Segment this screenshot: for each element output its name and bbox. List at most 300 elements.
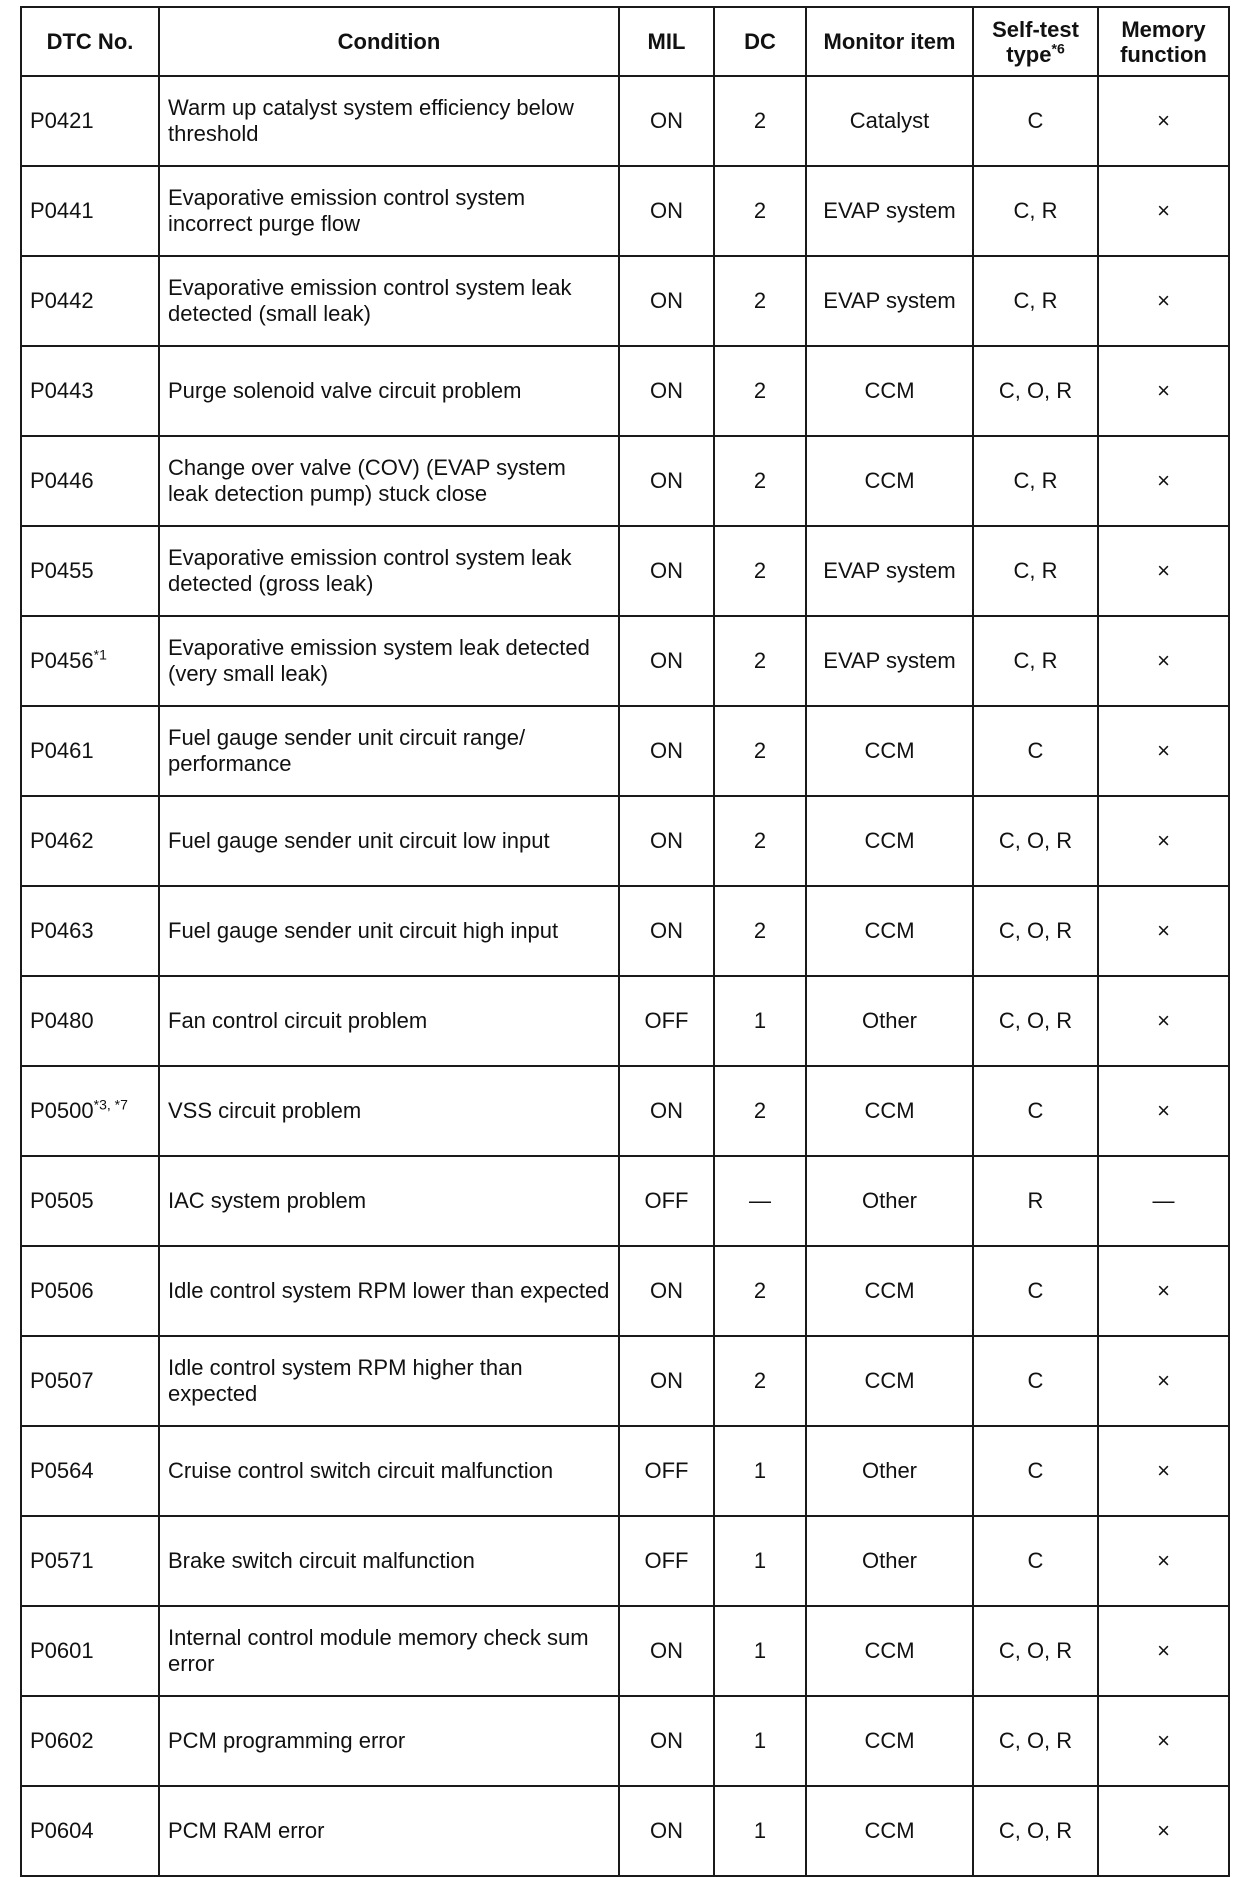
cell-mil-text: ON — [650, 108, 683, 133]
header-monitor-item: Monitor item — [806, 7, 973, 76]
cell-dtc-text: P0564 — [30, 1458, 94, 1483]
cell-mil-text: ON — [650, 648, 683, 673]
cell-mil — [619, 976, 714, 1066]
cell-monitor-item-text: CCM — [864, 1818, 915, 1843]
table-row — [21, 1066, 1229, 1156]
cell-monitor-item-text: Other — [861, 1188, 918, 1213]
cell-mil-text: ON — [650, 1278, 683, 1303]
cell-mil-text: ON — [650, 1638, 683, 1663]
cell-condition — [159, 1246, 619, 1336]
table-body — [21, 76, 1229, 1876]
cell-monitor-item — [806, 76, 973, 166]
cell-mil-text: ON — [650, 558, 683, 583]
table-row — [21, 1516, 1229, 1606]
cell-condition-text: VSS circuit problem — [168, 1098, 362, 1123]
cell-mil — [619, 76, 714, 166]
cell-condition-text: Brake switch circuit malfunction — [168, 1548, 475, 1573]
cell-dc — [714, 706, 806, 796]
cell-memory-function-text: × — [1157, 1548, 1170, 1573]
header-condition: Condition — [159, 7, 619, 76]
cell-dtc-text: P0462 — [30, 828, 94, 853]
cell-memory-function — [1098, 256, 1229, 346]
cell-dc-text: 2 — [753, 288, 767, 313]
cell-mil-text: OFF — [644, 1008, 689, 1033]
cell-mil-text: ON — [650, 378, 683, 403]
cell-monitor-item — [806, 346, 973, 436]
cell-monitor-item-text: CCM — [864, 1728, 915, 1753]
cell-mil — [619, 1606, 714, 1696]
cell-dc-text: 2 — [753, 108, 767, 133]
cell-dtc — [21, 706, 159, 796]
cell-dtc — [21, 1246, 159, 1336]
cell-mil-text: ON — [650, 288, 683, 313]
cell-monitor-item — [806, 1336, 973, 1426]
cell-self-test-type — [973, 1246, 1098, 1336]
cell-mil-text: ON — [650, 1368, 683, 1393]
cell-monitor-item-text: CCM — [864, 1098, 915, 1123]
cell-monitor-item — [806, 616, 973, 706]
cell-self-test-type-text: C — [1027, 1368, 1044, 1393]
cell-condition — [159, 346, 619, 436]
cell-monitor-item-text: CCM — [864, 1638, 915, 1663]
cell-mil — [619, 616, 714, 706]
cell-self-test-type — [973, 886, 1098, 976]
cell-mil-text: ON — [650, 1098, 683, 1123]
cell-dc-text: — — [749, 1188, 771, 1213]
cell-mil — [619, 1696, 714, 1786]
cell-mil-text: OFF — [644, 1548, 689, 1573]
cell-self-test-type-text: C — [1027, 1098, 1044, 1123]
cell-dtc-text: P0442 — [30, 288, 94, 313]
cell-self-test-type-text: C, R — [1013, 648, 1058, 673]
cell-dc-text: 2 — [753, 468, 767, 493]
cell-monitor-item-text: Catalyst — [849, 108, 930, 133]
cell-condition — [159, 1336, 619, 1426]
cell-mil-text: ON — [650, 468, 683, 493]
cell-mil — [619, 1426, 714, 1516]
cell-condition-text: Fan control circuit problem — [168, 1008, 428, 1033]
table-row — [21, 1336, 1229, 1426]
cell-monitor-item — [806, 1516, 973, 1606]
cell-self-test-type-text: C — [1027, 1458, 1044, 1483]
cell-self-test-type — [973, 1156, 1098, 1246]
cell-mil — [619, 1516, 714, 1606]
cell-dtc — [21, 1606, 159, 1696]
cell-self-test-type-text: C — [1027, 108, 1044, 133]
cell-memory-function-text: × — [1157, 1278, 1170, 1303]
cell-dc — [714, 346, 806, 436]
cell-dtc — [21, 976, 159, 1066]
table-row — [21, 796, 1229, 886]
cell-monitor-item-text: CCM — [864, 378, 915, 403]
dtc-footnote: *3, *7 — [93, 1096, 128, 1113]
cell-dc — [714, 1336, 806, 1426]
cell-memory-function — [1098, 166, 1229, 256]
cell-memory-function-text: × — [1157, 1098, 1170, 1123]
cell-mil — [619, 526, 714, 616]
cell-memory-function — [1098, 886, 1229, 976]
cell-memory-function-text: × — [1157, 378, 1170, 403]
cell-self-test-type — [973, 706, 1098, 796]
cell-condition-text: Evaporative emission control system leak detected (gross leak) — [168, 545, 572, 596]
cell-mil — [619, 346, 714, 436]
cell-mil-text: ON — [650, 1818, 683, 1843]
cell-memory-function-text: × — [1157, 198, 1170, 223]
cell-mil-text: ON — [650, 198, 683, 223]
cell-self-test-type — [973, 526, 1098, 616]
table-row — [21, 1156, 1229, 1246]
cell-dtc-text: P0421 — [30, 108, 94, 133]
cell-memory-function-text: × — [1157, 1728, 1170, 1753]
cell-self-test-type-text: C, O, R — [998, 918, 1073, 943]
cell-dtc — [21, 166, 159, 256]
cell-dc-text: 2 — [753, 648, 767, 673]
cell-mil — [619, 1336, 714, 1426]
table-row — [21, 1696, 1229, 1786]
header-mil: MIL — [619, 7, 714, 76]
cell-dc-text: 2 — [753, 1278, 767, 1303]
cell-dtc — [21, 1066, 159, 1156]
cell-mil — [619, 1786, 714, 1876]
cell-self-test-type-text: R — [1027, 1188, 1044, 1213]
cell-condition — [159, 1156, 619, 1246]
cell-monitor-item-text: CCM — [864, 468, 915, 493]
table-row — [21, 436, 1229, 526]
cell-dtc — [21, 1336, 159, 1426]
cell-dtc-text: P0441 — [30, 198, 94, 223]
cell-memory-function-text: × — [1157, 288, 1170, 313]
cell-self-test-type-text: C, O, R — [998, 1638, 1073, 1663]
cell-condition-text: Purge solenoid valve circuit problem — [168, 378, 522, 403]
cell-self-test-type — [973, 1606, 1098, 1696]
cell-dtc-text: P0456 — [30, 648, 94, 673]
cell-memory-function-text: — — [1152, 1188, 1175, 1213]
table-row — [21, 886, 1229, 976]
cell-dtc — [21, 796, 159, 886]
cell-memory-function — [1098, 1336, 1229, 1426]
cell-memory-function — [1098, 346, 1229, 436]
dtc-table — [20, 6, 1230, 1877]
cell-monitor-item — [806, 526, 973, 616]
cell-memory-function — [1098, 976, 1229, 1066]
cell-condition-text: PCM programming error — [168, 1728, 406, 1753]
cell-dc — [714, 616, 806, 706]
cell-monitor-item-text: CCM — [864, 738, 915, 763]
cell-self-test-type-text: C, O, R — [998, 1008, 1073, 1033]
table-row — [21, 1246, 1229, 1336]
cell-dc — [714, 1786, 806, 1876]
header-self-test-type — [973, 7, 1098, 76]
cell-monitor-item-text: EVAP system — [823, 198, 956, 223]
cell-condition-text: Fuel gauge sender unit circuit low input — [168, 828, 550, 853]
cell-self-test-type-text: C — [1027, 1278, 1044, 1303]
cell-condition — [159, 1606, 619, 1696]
cell-condition-text: Cruise control switch circuit malfunction — [168, 1458, 554, 1483]
cell-memory-function — [1098, 1066, 1229, 1156]
cell-self-test-type — [973, 166, 1098, 256]
cell-self-test-type — [973, 796, 1098, 886]
cell-memory-function-text: × — [1157, 1368, 1170, 1393]
cell-memory-function — [1098, 76, 1229, 166]
cell-condition-text: Internal control module memory check sum error — [168, 1625, 589, 1676]
cell-dc — [714, 1696, 806, 1786]
cell-monitor-item — [806, 1156, 973, 1246]
cell-dtc — [21, 1786, 159, 1876]
cell-dtc — [21, 1516, 159, 1606]
cell-dc-text: 2 — [753, 558, 767, 583]
cell-dc-text: 1 — [753, 1008, 767, 1033]
cell-dc-text: 2 — [753, 198, 767, 223]
cell-monitor-item — [806, 1426, 973, 1516]
cell-condition-text: Fuel gauge sender unit circuit high input — [168, 918, 559, 943]
cell-condition — [159, 1786, 619, 1876]
cell-dc — [714, 76, 806, 166]
cell-condition — [159, 886, 619, 976]
cell-dc — [714, 1156, 806, 1246]
table-row — [21, 76, 1229, 166]
cell-dc — [714, 166, 806, 256]
cell-memory-function — [1098, 1786, 1229, 1876]
cell-dtc-text: P0601 — [30, 1638, 94, 1663]
cell-memory-function — [1098, 1606, 1229, 1696]
cell-mil-text: ON — [650, 738, 683, 763]
cell-monitor-item-text: EVAP system — [823, 648, 956, 673]
cell-self-test-type — [973, 346, 1098, 436]
cell-mil — [619, 1066, 714, 1156]
cell-self-test-type — [973, 1786, 1098, 1876]
cell-monitor-item-text: CCM — [864, 1368, 915, 1393]
cell-condition-text: Evaporative emission control system incorrect purge flow — [168, 185, 526, 236]
cell-self-test-type — [973, 616, 1098, 706]
cell-self-test-type — [973, 1426, 1098, 1516]
cell-monitor-item — [806, 166, 973, 256]
cell-dtc — [21, 256, 159, 346]
cell-dtc-text: P0455 — [30, 558, 94, 583]
cell-condition — [159, 796, 619, 886]
header-self-test-note: *6 — [1051, 40, 1065, 57]
cell-self-test-type — [973, 256, 1098, 346]
cell-self-test-type-text: C, R — [1013, 198, 1058, 223]
cell-memory-function — [1098, 1516, 1229, 1606]
cell-dc-text: 1 — [753, 1548, 767, 1573]
cell-dc — [714, 976, 806, 1066]
cell-self-test-type — [973, 436, 1098, 526]
cell-mil — [619, 256, 714, 346]
cell-dtc-text: P0571 — [30, 1548, 94, 1573]
cell-dtc — [21, 616, 159, 706]
cell-monitor-item — [806, 706, 973, 796]
cell-dc-text: 2 — [753, 738, 767, 763]
cell-monitor-item — [806, 256, 973, 346]
cell-monitor-item-text: EVAP system — [823, 288, 956, 313]
table-row — [21, 616, 1229, 706]
header-self-test-line2: type — [1006, 41, 1052, 67]
cell-condition-text: Evaporative emission control system leak detected (small leak) — [168, 275, 572, 326]
cell-mil — [619, 706, 714, 796]
cell-mil-text: ON — [650, 918, 683, 943]
table-row — [21, 346, 1229, 436]
header-memory-function — [1098, 7, 1229, 76]
cell-dtc-text: P0480 — [30, 1008, 94, 1033]
cell-self-test-type — [973, 1066, 1098, 1156]
cell-memory-function-text: × — [1157, 1638, 1170, 1663]
cell-dtc — [21, 76, 159, 166]
cell-dc — [714, 1426, 806, 1516]
cell-monitor-item-text: CCM — [864, 1278, 915, 1303]
header-row — [21, 7, 1229, 76]
cell-monitor-item-text: Other — [861, 1548, 918, 1573]
cell-self-test-type-text: C, O, R — [998, 828, 1073, 853]
header-dc: DC — [714, 7, 806, 76]
cell-self-test-type-text: C, R — [1013, 468, 1058, 493]
cell-mil-text: OFF — [644, 1458, 689, 1483]
table-row — [21, 1606, 1229, 1696]
table-row — [21, 256, 1229, 346]
cell-dc — [714, 886, 806, 976]
cell-condition — [159, 1516, 619, 1606]
cell-dtc-text: P0507 — [30, 1368, 94, 1393]
cell-mil-text: ON — [650, 1728, 683, 1753]
cell-condition — [159, 706, 619, 796]
cell-memory-function — [1098, 796, 1229, 886]
cell-condition — [159, 1696, 619, 1786]
cell-monitor-item — [806, 436, 973, 526]
cell-dtc — [21, 526, 159, 616]
cell-self-test-type-text: C, R — [1013, 558, 1058, 583]
header-memory-line1: Memory — [1121, 16, 1206, 42]
table-row — [21, 526, 1229, 616]
cell-dtc — [21, 886, 159, 976]
cell-condition — [159, 616, 619, 706]
cell-dtc — [21, 1156, 159, 1246]
cell-dc — [714, 1066, 806, 1156]
cell-monitor-item — [806, 1786, 973, 1876]
cell-mil-text: ON — [650, 828, 683, 853]
cell-memory-function-text: × — [1157, 648, 1170, 673]
cell-memory-function — [1098, 706, 1229, 796]
cell-condition — [159, 526, 619, 616]
cell-self-test-type — [973, 76, 1098, 166]
cell-condition-text: Change over valve (COV) (EVAP system leak detection pump) stuck close — [168, 455, 566, 506]
cell-monitor-item-text: CCM — [864, 918, 915, 943]
cell-dtc — [21, 1696, 159, 1786]
cell-self-test-type-text: C — [1027, 738, 1044, 763]
header-memory-line2: function — [1120, 41, 1207, 67]
cell-self-test-type-text: C, O, R — [998, 378, 1073, 403]
table-row — [21, 1426, 1229, 1516]
cell-mil — [619, 796, 714, 886]
cell-condition-text: IAC system problem — [168, 1188, 367, 1213]
cell-condition-text: Warm up catalyst system efficiency below threshold — [168, 95, 574, 146]
cell-self-test-type-text: C, O, R — [998, 1818, 1073, 1843]
cell-monitor-item-text: CCM — [864, 828, 915, 853]
cell-memory-function — [1098, 616, 1229, 706]
cell-self-test-type — [973, 1696, 1098, 1786]
cell-mil — [619, 166, 714, 256]
cell-monitor-item — [806, 1606, 973, 1696]
cell-condition-text: Fuel gauge sender unit circuit range/ performance — [168, 725, 526, 776]
cell-monitor-item — [806, 796, 973, 886]
cell-dc — [714, 526, 806, 616]
cell-dtc — [21, 436, 159, 526]
cell-dc — [714, 1516, 806, 1606]
cell-dc — [714, 1606, 806, 1696]
cell-memory-function-text: × — [1157, 918, 1170, 943]
cell-memory-function-text: × — [1157, 468, 1170, 493]
cell-monitor-item-text: Other — [861, 1458, 918, 1483]
cell-dtc-text: P0446 — [30, 468, 94, 493]
cell-memory-function — [1098, 1156, 1229, 1246]
table-row — [21, 976, 1229, 1066]
cell-mil-text: OFF — [644, 1188, 689, 1213]
table-row — [21, 1786, 1229, 1876]
cell-memory-function — [1098, 526, 1229, 616]
cell-dc — [714, 436, 806, 526]
cell-dc-text: 2 — [753, 918, 767, 943]
cell-monitor-item-text: Other — [861, 1008, 918, 1033]
cell-dtc-text: P0506 — [30, 1278, 94, 1303]
cell-dc-text: 1 — [753, 1638, 767, 1663]
cell-dc-text: 1 — [753, 1458, 767, 1483]
cell-condition-text: Idle control system RPM lower than expected — [168, 1278, 610, 1303]
cell-dc-text: 1 — [753, 1728, 767, 1753]
cell-dtc-text: P0604 — [30, 1818, 94, 1843]
cell-monitor-item — [806, 1066, 973, 1156]
cell-condition — [159, 166, 619, 256]
cell-dtc-text: P0602 — [30, 1728, 94, 1753]
cell-condition — [159, 436, 619, 526]
cell-memory-function — [1098, 436, 1229, 526]
cell-memory-function-text: × — [1157, 738, 1170, 763]
cell-condition-text: Evaporative emission system leak detected (very small leak) — [168, 635, 590, 686]
cell-dtc-text: P0505 — [30, 1188, 94, 1213]
cell-self-test-type — [973, 1516, 1098, 1606]
cell-dtc-text: P0461 — [30, 738, 94, 763]
cell-mil — [619, 1156, 714, 1246]
cell-self-test-type-text: C — [1027, 1548, 1044, 1573]
cell-dtc-text: P0463 — [30, 918, 94, 943]
cell-dc — [714, 796, 806, 886]
cell-dtc-text: P0500 — [30, 1098, 94, 1123]
cell-memory-function — [1098, 1696, 1229, 1786]
cell-monitor-item — [806, 886, 973, 976]
cell-monitor-item — [806, 1696, 973, 1786]
cell-dc-text: 2 — [753, 1368, 767, 1393]
cell-monitor-item — [806, 1246, 973, 1336]
cell-dtc-text: P0443 — [30, 378, 94, 403]
cell-condition — [159, 976, 619, 1066]
cell-condition-text: Idle control system RPM higher than expected — [168, 1355, 523, 1406]
cell-condition — [159, 1426, 619, 1516]
cell-memory-function-text: × — [1157, 1008, 1170, 1033]
cell-condition-text: PCM RAM error — [168, 1818, 325, 1843]
cell-self-test-type — [973, 1336, 1098, 1426]
cell-condition — [159, 256, 619, 346]
cell-self-test-type — [973, 976, 1098, 1066]
cell-dc-text: 2 — [753, 828, 767, 853]
cell-self-test-type-text: C, O, R — [998, 1728, 1073, 1753]
dtc-footnote: *1 — [93, 646, 107, 663]
cell-mil — [619, 886, 714, 976]
cell-dc-text: 2 — [753, 378, 767, 403]
cell-memory-function — [1098, 1426, 1229, 1516]
cell-self-test-type-text: C, R — [1013, 288, 1058, 313]
header-self-test-line1: Self-test — [992, 16, 1079, 42]
cell-memory-function-text: × — [1157, 558, 1170, 583]
cell-dc-text: 1 — [753, 1818, 767, 1843]
table-row — [21, 706, 1229, 796]
cell-monitor-item — [806, 976, 973, 1066]
